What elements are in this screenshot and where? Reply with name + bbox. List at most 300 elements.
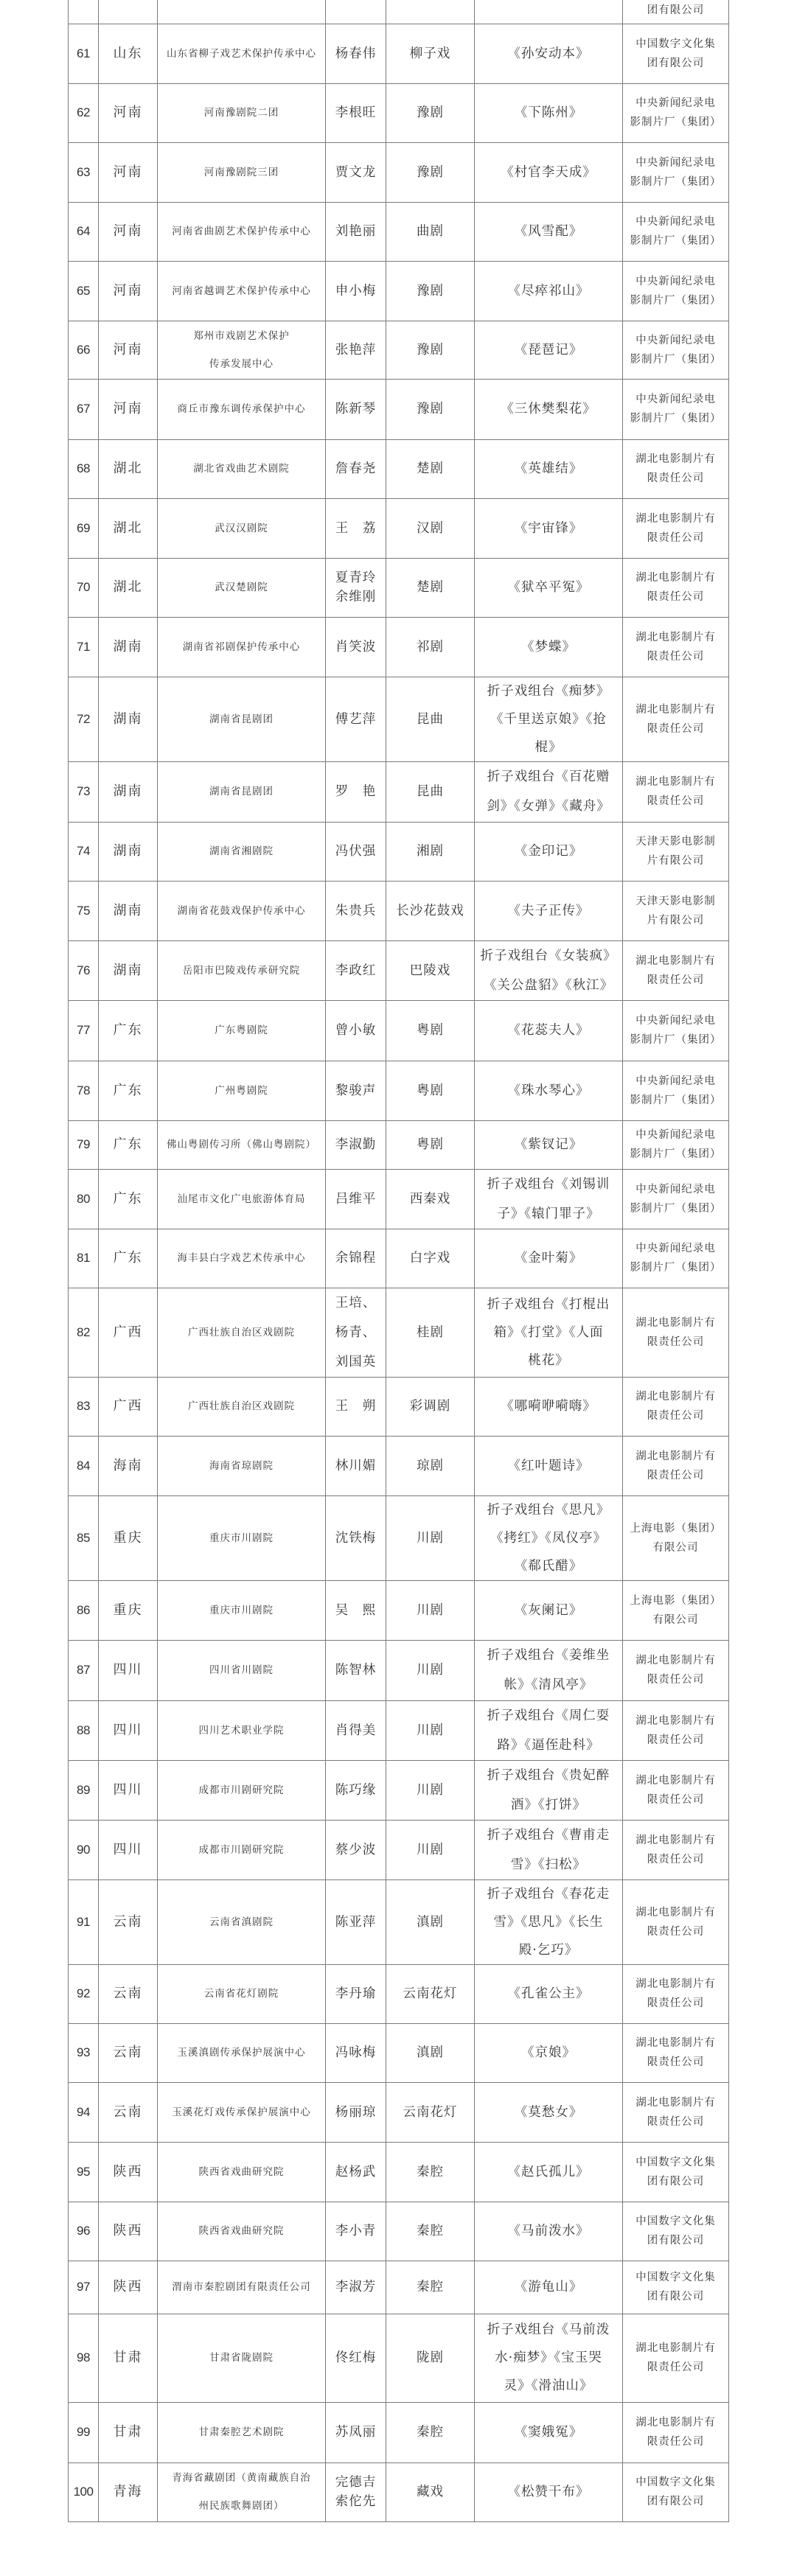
producer-cell-line: 有限公司	[652, 1613, 699, 1626]
producer-cell-line: 中央新闻纪录电	[635, 275, 716, 287]
producer-cell	[623, 677, 729, 761]
work-cell-line: 折子戏组台《痴梦》	[487, 683, 610, 699]
row-number	[69, 1640, 99, 1700]
unit-cell	[158, 2402, 326, 2462]
table-row-partial	[69, 0, 729, 24]
work-cell-text: 《狱卒平冤》	[507, 580, 590, 595]
province-cell	[99, 202, 158, 261]
unit-cell-text: 云南省滇剧院	[209, 1916, 274, 1928]
actor-cell-text: 李丹瑜	[335, 1986, 377, 2001]
actor-cell	[326, 379, 386, 439]
work-cell-line: 殿·乞巧》	[518, 1942, 579, 1958]
genre-cell-text: 秦腔	[417, 2164, 444, 2179]
province-cell	[99, 498, 158, 558]
producer-cell-line: 影制片厂（集团）	[630, 1262, 722, 1274]
actor-cell	[326, 617, 386, 677]
row-number-text: 78	[77, 1083, 90, 1097]
row-number	[69, 261, 99, 321]
genre-cell	[386, 2402, 475, 2462]
actor-cell-text: 杨丽琼	[335, 2104, 377, 2120]
province-cell	[99, 1000, 158, 1061]
province-cell-text: 湖北	[113, 520, 143, 536]
row-number-text: 80	[77, 1191, 90, 1206]
province-cell-text: 河南	[113, 105, 143, 120]
actor-cell-line: 夏青玲	[335, 570, 377, 585]
empty-cell	[386, 0, 475, 24]
unit-cell-text: 湖南省昆剧团	[209, 713, 274, 725]
genre-cell	[386, 1169, 475, 1229]
row-number	[69, 1000, 99, 1061]
work-cell-text: 《灰阑记》	[514, 1602, 583, 1618]
producer-cell	[623, 1120, 729, 1169]
province-cell-text: 山东	[113, 45, 143, 61]
unit-cell-text: 武汉汉剧院	[215, 522, 268, 534]
row-number-text: 82	[77, 1324, 90, 1339]
work-cell-line: 帐》《清风亭》	[504, 1678, 593, 1692]
unit-cell-text: 四川省川剧院	[209, 1664, 274, 1676]
province-cell-text: 陕西	[113, 2223, 143, 2238]
province-cell	[99, 940, 158, 1000]
producer-cell-line: 影制片厂（集团）	[630, 1148, 722, 1160]
row-number-text: 83	[77, 1399, 90, 1413]
genre-cell	[386, 822, 475, 881]
actor-cell-text: 吕维平	[335, 1191, 377, 1207]
row-number-text: 76	[77, 963, 90, 977]
producer-cell	[623, 2462, 729, 2521]
province-cell-text: 湖北	[113, 579, 143, 595]
actor-cell-line: 杨青、	[335, 1324, 377, 1340]
producer-cell-line: 限责任公司	[647, 591, 705, 603]
province-cell-text: 广东	[113, 1250, 143, 1266]
unit-cell-line: 青海省藏剧团（黄南藏族自治	[172, 2472, 311, 2484]
genre-cell-text: 汉剧	[417, 520, 444, 536]
row-number	[69, 2202, 99, 2261]
work-cell-line: 箱》《打堂》《人面	[493, 1324, 604, 1340]
province-cell-text: 广东	[113, 1082, 143, 1098]
row-number-text: 87	[77, 1663, 90, 1677]
actor-cell-text: 陈新琴	[335, 402, 377, 416]
producer-cell-line: 限责任公司	[647, 1853, 705, 1865]
actor-cell-text: 蔡少波	[335, 1842, 377, 1857]
producer-cell-line: 中央新闻纪录电	[635, 1183, 716, 1195]
actor-cell	[326, 1760, 386, 1820]
producer-cell-line: 影制片厂（集团）	[630, 1202, 722, 1215]
work-cell-line: 《关公盘貂》《秋江》	[483, 977, 614, 993]
row-number	[69, 881, 99, 940]
actor-cell-text: 罗 艳	[335, 784, 377, 799]
work-cell	[475, 558, 623, 617]
producer-cell-line: 影制片厂（集团）	[630, 175, 722, 188]
producer-cell-line: 影制片厂（集团）	[630, 353, 722, 366]
genre-cell	[386, 321, 475, 379]
genre-cell	[386, 677, 475, 761]
province-cell	[99, 83, 158, 142]
producer-cell-line: 影制片厂（集团）	[630, 413, 722, 425]
row-number	[69, 2023, 99, 2082]
unit-cell-text: 岳阳市巴陵戏传承研究院	[182, 964, 301, 977]
actor-cell	[326, 24, 386, 83]
work-cell-text: 《游龟山》	[514, 2280, 583, 2294]
work-cell	[475, 1495, 623, 1580]
producer-cell	[623, 2261, 729, 2314]
unit-cell-text: 海丰县白字戏艺术传承中心	[177, 1252, 306, 1264]
table-row	[69, 83, 729, 142]
row-number	[69, 1436, 99, 1495]
actor-cell	[326, 83, 386, 142]
province-cell	[99, 558, 158, 617]
actor-cell	[326, 2023, 386, 2082]
producer-cell-line: 片有限公司	[647, 855, 705, 867]
producer-cell-line: 限责任公司	[647, 2115, 705, 2128]
work-cell	[475, 83, 623, 142]
unit-cell	[158, 2202, 326, 2261]
province-cell-text: 湖南	[113, 638, 143, 655]
province-cell	[99, 1229, 158, 1288]
province-cell	[99, 881, 158, 940]
table-row	[69, 881, 729, 940]
producer-cell	[623, 822, 729, 881]
province-cell	[99, 439, 158, 498]
actor-cell-text: 林川媚	[335, 1458, 377, 1473]
unit-cell	[158, 1580, 326, 1640]
table-row	[69, 1169, 729, 1229]
actor-cell-text: 冯咏梅	[335, 2045, 377, 2060]
genre-cell	[386, 1495, 475, 1580]
producer-cell-line: 影制片厂（集团）	[630, 294, 722, 307]
actor-cell	[326, 2202, 386, 2261]
producer-cell	[623, 202, 729, 261]
province-cell-text: 河南	[113, 341, 143, 357]
empty-cell	[326, 0, 386, 24]
unit-cell	[158, 1288, 326, 1377]
table-row	[69, 2314, 729, 2402]
row-number	[69, 1964, 99, 2023]
table-row	[69, 2402, 729, 2462]
unit-cell	[158, 881, 326, 940]
genre-cell	[386, 261, 475, 321]
row-number-text: 77	[77, 1023, 90, 1037]
work-cell	[475, 379, 623, 439]
row-number-text: 91	[77, 1914, 90, 1929]
unit-cell	[158, 1640, 326, 1700]
row-number	[69, 1229, 99, 1288]
province-cell	[99, 2202, 158, 2261]
work-cell	[475, 1061, 623, 1120]
work-cell-line: 折子戏组台《女装疯》	[480, 948, 617, 963]
row-number-text: 73	[77, 784, 90, 798]
row-number	[69, 677, 99, 761]
genre-cell	[386, 439, 475, 498]
row-number	[69, 1288, 99, 1377]
province-cell	[99, 2402, 158, 2462]
actor-cell-text: 李小青	[335, 2224, 377, 2238]
work-cell-line: 《拷红》《凤仪亭》	[490, 1530, 607, 1546]
unit-cell	[158, 2142, 326, 2202]
producer-cell-line: 湖北电影制片有	[635, 1906, 716, 1919]
province-cell-text: 云南	[113, 2045, 143, 2060]
province-cell	[99, 1061, 158, 1120]
genre-cell-text: 桂剧	[417, 1324, 444, 1340]
genre-cell	[386, 2314, 475, 2402]
producer-cell-line: 有限公司	[652, 1541, 699, 1554]
actor-cell	[326, 1377, 386, 1436]
work-cell-text: 《红叶题诗》	[507, 1458, 590, 1473]
unit-cell	[158, 1700, 326, 1760]
work-cell	[475, 1000, 623, 1061]
genre-cell-text: 豫剧	[417, 105, 444, 120]
table-row	[69, 822, 729, 881]
producer-cell-line: 湖北电影制片有	[635, 1774, 716, 1787]
work-cell-line: 水·痴梦》《宝玉哭	[495, 2350, 602, 2365]
province-cell	[99, 822, 158, 881]
unit-cell	[158, 822, 326, 881]
actor-cell	[326, 1820, 386, 1879]
table-row	[69, 1640, 729, 1700]
unit-cell	[158, 24, 326, 83]
producer-cell-line: 湖北电影制片有	[635, 776, 716, 788]
producer-cell-line: 影制片厂（集团）	[630, 116, 722, 128]
province-cell	[99, 2142, 158, 2202]
province-cell-text: 甘肃	[113, 2350, 143, 2365]
genre-cell-text: 粤剧	[417, 1023, 444, 1038]
unit-cell-text: 河南豫剧院三团	[203, 166, 279, 178]
producer-cell	[623, 1169, 729, 1229]
producer-cell-line: 限责任公司	[647, 650, 705, 663]
work-cell-text: 《紫钗记》	[514, 1137, 583, 1152]
table-row	[69, 24, 729, 83]
genre-cell-text: 巴陵戏	[409, 963, 451, 978]
producer-cell-line: 限责任公司	[647, 1997, 705, 2009]
row-number	[69, 1820, 99, 1879]
producer-cell-line: 团有限公司	[647, 2175, 705, 2188]
producer-cell-line: 限责任公司	[647, 531, 705, 544]
producer-cell-line: 湖北电影制片有	[635, 631, 716, 643]
row-number	[69, 498, 99, 558]
work-cell-text: 《琵琶记》	[514, 342, 583, 357]
work-cell	[475, 2082, 623, 2142]
genre-cell	[386, 83, 475, 142]
unit-cell	[158, 1061, 326, 1120]
actor-cell	[326, 1700, 386, 1760]
work-cell-text: 《夫子正传》	[507, 903, 590, 918]
work-cell-line: 桃花》	[528, 1352, 569, 1368]
actor-cell-text: 沈铁梅	[335, 1530, 377, 1546]
genre-cell	[386, 1700, 475, 1760]
genre-cell-text: 西秦戏	[409, 1191, 451, 1207]
work-cell-line: 酒》《打饼》	[510, 1797, 587, 1812]
table-row	[69, 1879, 729, 1964]
actor-cell-text: 李淑芳	[335, 2280, 377, 2294]
producer-cell-line: 限责任公司	[647, 974, 705, 986]
unit-cell	[158, 1229, 326, 1288]
producer-cell-line: 湖北电影制片有	[635, 2417, 716, 2429]
row-number	[69, 379, 99, 439]
province-cell-text: 四川	[113, 1662, 143, 1678]
unit-cell-text: 玉溪花灯戏传承保护展演中心	[172, 2106, 311, 2118]
province-cell	[99, 1120, 158, 1169]
producer-cell	[623, 498, 729, 558]
unit-cell	[158, 439, 326, 498]
producer-cell-line: 中国数字文化集	[635, 2476, 716, 2488]
work-cell	[475, 1760, 623, 1820]
province-cell-text: 河南	[113, 401, 143, 416]
genre-cell-text: 彩调剧	[409, 1399, 451, 1414]
work-cell	[475, 1964, 623, 2023]
producer-cell-line: 上海电影（集团）	[630, 1522, 722, 1535]
unit-cell	[158, 379, 326, 439]
producer-cell-line: 中央新闻纪录电	[635, 1243, 716, 1254]
row-number	[69, 940, 99, 1000]
work-cell	[475, 881, 623, 940]
producer-cell-line: 限责任公司	[647, 2056, 705, 2068]
unit-cell-text: 商丘市豫东调传承保护中心	[177, 403, 306, 415]
work-cell-text: 《马前泼水》	[507, 2224, 590, 2238]
unit-cell-text: 河南豫剧院二团	[203, 107, 279, 119]
province-cell	[99, 24, 158, 83]
actor-cell-line: 刘国英	[335, 1354, 377, 1369]
unit-cell-text: 成都市川剧研究院	[198, 1843, 285, 1856]
producer-cell	[623, 1288, 729, 1377]
work-cell-text: 《孔雀公主》	[507, 1986, 590, 2001]
row-number-text: 85	[77, 1530, 90, 1545]
unit-cell-line: 州民族歌舞剧团）	[198, 2500, 285, 2512]
row-number	[69, 1377, 99, 1436]
row-number	[69, 1580, 99, 1640]
actor-cell	[326, 1000, 386, 1061]
unit-cell	[158, 1436, 326, 1495]
province-cell-text: 云南	[113, 1986, 143, 2001]
empty-cell	[158, 0, 326, 24]
actor-cell-text: 朱贵兵	[335, 903, 377, 918]
table-row	[69, 1288, 729, 1377]
table-row	[69, 1000, 729, 1061]
work-cell-text: 《孙安动本》	[507, 46, 590, 61]
province-cell-text: 重庆	[113, 1602, 143, 1618]
producer-cell-line: 影制片厂（集团）	[630, 1094, 722, 1106]
row-number-text: 96	[77, 2224, 90, 2238]
actor-cell	[326, 2314, 386, 2402]
unit-cell-text: 广西壮族自治区戏剧院	[188, 1400, 295, 1412]
empty-cell	[475, 0, 623, 24]
work-cell	[475, 1640, 623, 1700]
unit-cell	[158, 1760, 326, 1820]
unit-cell	[158, 761, 326, 822]
producer-cell-line: 限责任公司	[647, 2436, 705, 2448]
producer-cell-line: 中央新闻纪录电	[635, 1129, 716, 1141]
unit-cell	[158, 2082, 326, 2142]
province-cell-text: 青海	[113, 2484, 143, 2499]
province-cell	[99, 1436, 158, 1495]
actor-cell	[326, 2261, 386, 2314]
unit-cell	[158, 1879, 326, 1964]
producer-cell-line: 湖北电影制片有	[635, 954, 716, 967]
work-cell-line: 折子戏组台《曹甫走	[487, 1827, 610, 1843]
genre-cell-text: 祁剧	[417, 639, 444, 655]
province-cell-text: 云南	[113, 1913, 143, 1930]
genre-cell-text: 柳子戏	[409, 46, 451, 61]
producer-cell	[623, 617, 729, 677]
producer-cell	[623, 83, 729, 142]
unit-cell-text: 广西壮族自治区戏剧院	[188, 1326, 295, 1338]
row-number-text: 63	[77, 164, 90, 179]
work-cell	[475, 1436, 623, 1495]
row-number	[69, 1879, 99, 1964]
work-cell	[475, 1879, 623, 1964]
producer-cell-line: 湖北电影制片有	[635, 1714, 716, 1727]
row-number	[69, 558, 99, 617]
actor-cell-text: 张艳萍	[335, 342, 377, 357]
genre-cell-text: 长沙花鼓戏	[396, 903, 464, 918]
row-number	[69, 1495, 99, 1580]
producer-cell	[623, 1377, 729, 1436]
row-number	[69, 439, 99, 498]
producer-cell-line: 湖北电影制片有	[635, 2096, 716, 2109]
genre-cell	[386, 940, 475, 1000]
work-cell-line: 雪》《思凡》《长生	[493, 1914, 604, 1930]
table-row	[69, 321, 729, 379]
unit-cell-text: 湖南省昆剧团	[209, 786, 274, 797]
province-cell	[99, 2314, 158, 2402]
actor-cell-text: 李政红	[335, 963, 377, 978]
work-cell	[475, 617, 623, 677]
row-number-text: 64	[77, 224, 90, 238]
work-cell	[475, 321, 623, 379]
table-row	[69, 2261, 729, 2314]
actor-cell	[326, 202, 386, 261]
actor-cell	[326, 2402, 386, 2462]
producer-cell	[623, 2082, 729, 2142]
work-cell-line: 折子戏组台《春花走	[487, 1886, 610, 1902]
work-cell-text: 《珠水琴心》	[507, 1083, 590, 1098]
empty-cell	[69, 0, 99, 24]
province-cell	[99, 1760, 158, 1820]
producer-cell	[623, 1580, 729, 1640]
row-number-text: 79	[77, 1137, 90, 1151]
actor-cell-text: 王 朔	[335, 1399, 377, 1414]
actor-cell-text: 陈巧缘	[335, 1782, 377, 1798]
genre-cell	[386, 2082, 475, 2142]
unit-cell	[158, 83, 326, 142]
genre-cell-text: 楚剧	[417, 580, 444, 595]
province-cell-text: 湖南	[113, 962, 143, 978]
actor-cell	[326, 142, 386, 202]
producer-cell-line: 湖北电影制片有	[635, 2037, 716, 2049]
province-cell	[99, 677, 158, 761]
table-row	[69, 1436, 729, 1495]
table-row	[69, 142, 729, 202]
producer-cell-line: 湖北电影制片有	[635, 512, 716, 525]
actor-cell-text: 曾小敏	[335, 1023, 377, 1038]
unit-cell	[158, 2261, 326, 2314]
producer-cell-line: 片有限公司	[647, 914, 705, 926]
actor-cell	[326, 1061, 386, 1120]
row-number-text: 97	[77, 2280, 90, 2294]
genre-cell-text: 豫剧	[417, 283, 444, 299]
genre-cell-text: 川剧	[417, 1602, 444, 1618]
work-cell-text: 《金印记》	[514, 844, 583, 859]
row-number	[69, 2082, 99, 2142]
row-number	[69, 2462, 99, 2521]
actor-cell-text: 申小梅	[335, 283, 377, 299]
work-cell-line: 折子戏组台《马前泼	[487, 2322, 610, 2337]
genre-cell-text: 滇剧	[417, 2045, 444, 2060]
unit-cell	[158, 1495, 326, 1580]
province-cell-text: 湖南	[113, 783, 143, 799]
actor-cell	[326, 1580, 386, 1640]
producer-cell	[623, 2023, 729, 2082]
unit-cell-text: 武汉楚剧院	[215, 582, 268, 593]
genre-cell	[386, 617, 475, 677]
